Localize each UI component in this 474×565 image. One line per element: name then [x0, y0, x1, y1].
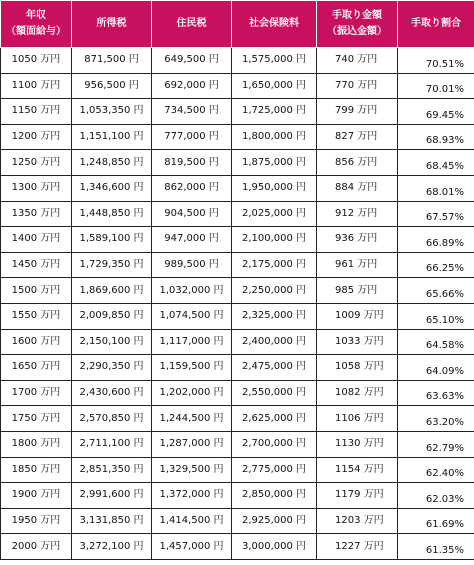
- table-row: [1, 355, 474, 381]
- take-home-ratio-cell: 67.57%: [398, 201, 474, 227]
- social-insurance-cell: 1,950,000 円: [232, 175, 317, 201]
- table-row: [1, 73, 474, 99]
- social-insurance-cell: 2,025,000 円: [232, 201, 317, 227]
- header-resident-tax: [152, 1, 232, 48]
- table-row: [1, 201, 474, 227]
- annual-income-cell: 1050 万円: [1, 48, 72, 74]
- social-insurance-cell: 2,775,000 円: [232, 457, 317, 483]
- income-tax-cell: 1,589,100 円: [72, 227, 152, 253]
- social-insurance-cell: 1,800,000 円: [232, 124, 317, 150]
- table-row: [1, 534, 474, 560]
- table-row: [1, 99, 474, 125]
- social-insurance-cell: 1,725,000 円: [232, 99, 317, 125]
- annual-income-cell: 1400 万円: [1, 227, 72, 253]
- annual-income-cell: 1250 万円: [1, 150, 72, 176]
- table-row: [1, 278, 474, 304]
- take-home-ratio-cell: 66.25%: [398, 252, 474, 278]
- income-tax-cell: 3,272,100 円: [72, 534, 152, 560]
- resident-tax-cell: 1,202,000 円: [152, 380, 232, 406]
- header-line-1: 年収: [26, 10, 46, 21]
- income-tax-cell: 2,991,600 円: [72, 483, 152, 509]
- header-line-1: 所得税: [96, 18, 127, 29]
- header-income-tax: [72, 1, 152, 48]
- header-take-home-ratio: [398, 1, 474, 48]
- take-home-amount-cell: 827 万円: [317, 124, 398, 150]
- social-insurance-cell: 2,175,000 円: [232, 252, 317, 278]
- resident-tax-cell: 1,032,000 円: [152, 278, 232, 304]
- take-home-ratio-cell: 62.79%: [398, 431, 474, 457]
- header-line-1: 社会保険料: [249, 18, 299, 29]
- income-tax-cell: 1,053,350 円: [72, 99, 152, 125]
- take-home-ratio-cell: 68.45%: [398, 150, 474, 176]
- annual-income-cell: 1350 万円: [1, 201, 72, 227]
- resident-tax-cell: 1,159,500 円: [152, 355, 232, 381]
- annual-income-cell: 1800 万円: [1, 431, 72, 457]
- annual-income-cell: 1300 万円: [1, 175, 72, 201]
- table-row: [1, 483, 474, 509]
- header-annual-income: [1, 1, 72, 48]
- social-insurance-cell: 3,000,000 円: [232, 534, 317, 560]
- take-home-amount-cell: 1082 万円: [317, 380, 398, 406]
- take-home-amount-cell: 1179 万円: [317, 483, 398, 509]
- resident-tax-cell: 734,500 円: [152, 99, 232, 125]
- table-row: [1, 406, 474, 432]
- annual-income-cell: 1500 万円: [1, 278, 72, 304]
- social-insurance-cell: 1,650,000 円: [232, 73, 317, 99]
- social-insurance-cell: 2,475,000 円: [232, 355, 317, 381]
- social-insurance-cell: 2,325,000 円: [232, 303, 317, 329]
- take-home-amount-cell: 1009 万円: [317, 303, 398, 329]
- social-insurance-cell: 2,925,000 円: [232, 508, 317, 534]
- income-tax-cell: 2,150,100 円: [72, 329, 152, 355]
- annual-income-cell: 1550 万円: [1, 303, 72, 329]
- annual-income-cell: 1750 万円: [1, 406, 72, 432]
- social-insurance-cell: 2,850,000 円: [232, 483, 317, 509]
- resident-tax-cell: 1,329,500 円: [152, 457, 232, 483]
- header-line-1: 住民税: [176, 18, 207, 29]
- social-insurance-cell: 2,250,000 円: [232, 278, 317, 304]
- take-home-ratio-cell: 70.51%: [398, 48, 474, 74]
- take-home-amount-cell: 1130 万円: [317, 431, 398, 457]
- table-row: [1, 227, 474, 253]
- take-home-ratio-cell: 62.40%: [398, 457, 474, 483]
- income-tax-cell: 1,151,100 円: [72, 124, 152, 150]
- resident-tax-cell: 947,000 円: [152, 227, 232, 253]
- header-line-1: 手取り金額: [332, 10, 382, 21]
- social-insurance-cell: 2,625,000 円: [232, 406, 317, 432]
- income-tax-cell: 1,729,350 円: [72, 252, 152, 278]
- take-home-amount-cell: 1227 万円: [317, 534, 398, 560]
- take-home-ratio-cell: 68.01%: [398, 175, 474, 201]
- take-home-ratio-cell: 69.45%: [398, 99, 474, 125]
- income-tax-cell: 3,131,850 円: [72, 508, 152, 534]
- resident-tax-cell: 1,117,000 円: [152, 329, 232, 355]
- resident-tax-cell: 1,457,000 円: [152, 534, 232, 560]
- take-home-amount-cell: 1058 万円: [317, 355, 398, 381]
- take-home-ratio-cell: 66.89%: [398, 227, 474, 253]
- annual-income-cell: 1900 万円: [1, 483, 72, 509]
- income-tax-cell: 1,346,600 円: [72, 175, 152, 201]
- income-tax-cell: 1,248,850 円: [72, 150, 152, 176]
- take-home-amount-cell: 961 万円: [317, 252, 398, 278]
- header-line-2: （額面給与）: [6, 26, 66, 37]
- take-home-ratio-cell: 63.20%: [398, 406, 474, 432]
- annual-income-cell: 1200 万円: [1, 124, 72, 150]
- social-insurance-cell: 2,550,000 円: [232, 380, 317, 406]
- take-home-ratio-cell: 62.03%: [398, 483, 474, 509]
- table-row: [1, 150, 474, 176]
- annual-income-cell: 1450 万円: [1, 252, 72, 278]
- resident-tax-cell: 819,500 円: [152, 150, 232, 176]
- income-tax-cell: 2,009,850 円: [72, 303, 152, 329]
- annual-income-cell: 1600 万円: [1, 329, 72, 355]
- table-row: [1, 431, 474, 457]
- header-social-insurance: [232, 1, 317, 48]
- take-home-amount-cell: 1203 万円: [317, 508, 398, 534]
- resident-tax-cell: 904,500 円: [152, 201, 232, 227]
- take-home-ratio-cell: 64.09%: [398, 355, 474, 381]
- social-insurance-cell: 2,700,000 円: [232, 431, 317, 457]
- resident-tax-cell: 777,000 円: [152, 124, 232, 150]
- table-row: [1, 508, 474, 534]
- table-row: [1, 124, 474, 150]
- take-home-ratio-cell: 70.01%: [398, 73, 474, 99]
- income-tax-cell: 2,290,350 円: [72, 355, 152, 381]
- resident-tax-cell: 692,000 円: [152, 73, 232, 99]
- annual-income-cell: 1700 万円: [1, 380, 72, 406]
- header-take-home-amount: [317, 1, 398, 48]
- table-row: [1, 329, 474, 355]
- social-insurance-cell: 2,100,000 円: [232, 227, 317, 253]
- take-home-amount-cell: 770 万円: [317, 73, 398, 99]
- take-home-ratio-cell: 65.66%: [398, 278, 474, 304]
- resident-tax-cell: 1,074,500 円: [152, 303, 232, 329]
- table-row: [1, 252, 474, 278]
- take-home-amount-cell: 1106 万円: [317, 406, 398, 432]
- take-home-ratio-cell: 64.58%: [398, 329, 474, 355]
- take-home-ratio-cell: 61.35%: [398, 534, 474, 560]
- header-line-1: 手取り割合: [411, 18, 461, 29]
- annual-income-cell: 1100 万円: [1, 73, 72, 99]
- annual-income-cell: 2000 万円: [1, 534, 72, 560]
- table-row: [1, 380, 474, 406]
- table-body: [1, 48, 474, 560]
- header-line-2: （振込金額）: [327, 26, 387, 37]
- take-home-ratio-cell: 68.93%: [398, 124, 474, 150]
- resident-tax-cell: 1,414,500 円: [152, 508, 232, 534]
- table-row: [1, 48, 474, 74]
- take-home-amount-cell: 985 万円: [317, 278, 398, 304]
- resident-tax-cell: 649,500 円: [152, 48, 232, 74]
- annual-income-cell: 1150 万円: [1, 99, 72, 125]
- income-tax-cell: 956,500 円: [72, 73, 152, 99]
- social-insurance-cell: 1,575,000 円: [232, 48, 317, 74]
- resident-tax-cell: 862,000 円: [152, 175, 232, 201]
- header-row: [1, 1, 474, 48]
- resident-tax-cell: 1,372,000 円: [152, 483, 232, 509]
- take-home-amount-cell: 1033 万円: [317, 329, 398, 355]
- resident-tax-cell: 989,500 円: [152, 252, 232, 278]
- table-row: [1, 175, 474, 201]
- table-header: [1, 1, 474, 48]
- take-home-amount-cell: 884 万円: [317, 175, 398, 201]
- income-tax-cell: 871,500 円: [72, 48, 152, 74]
- take-home-ratio-cell: 65.10%: [398, 303, 474, 329]
- social-insurance-cell: 1,875,000 円: [232, 150, 317, 176]
- take-home-amount-cell: 799 万円: [317, 99, 398, 125]
- income-tax-cell: 1,448,850 円: [72, 201, 152, 227]
- resident-tax-cell: 1,287,000 円: [152, 431, 232, 457]
- take-home-ratio-cell: 63.63%: [398, 380, 474, 406]
- take-home-amount-cell: 740 万円: [317, 48, 398, 74]
- take-home-ratio-cell: 61.69%: [398, 508, 474, 534]
- annual-income-cell: 1950 万円: [1, 508, 72, 534]
- annual-income-cell: 1650 万円: [1, 355, 72, 381]
- income-tax-cell: 2,711,100 円: [72, 431, 152, 457]
- social-insurance-cell: 2,400,000 円: [232, 329, 317, 355]
- annual-income-cell: 1850 万円: [1, 457, 72, 483]
- take-home-amount-cell: 856 万円: [317, 150, 398, 176]
- resident-tax-cell: 1,244,500 円: [152, 406, 232, 432]
- income-tax-cell: 1,869,600 円: [72, 278, 152, 304]
- income-tax-cell: 2,851,350 円: [72, 457, 152, 483]
- take-home-amount-cell: 1154 万円: [317, 457, 398, 483]
- take-home-amount-cell: 936 万円: [317, 227, 398, 253]
- income-tax-cell: 2,570,850 円: [72, 406, 152, 432]
- take-home-amount-cell: 912 万円: [317, 201, 398, 227]
- income-tax-cell: 2,430,600 円: [72, 380, 152, 406]
- table-row: [1, 457, 474, 483]
- table-row: [1, 303, 474, 329]
